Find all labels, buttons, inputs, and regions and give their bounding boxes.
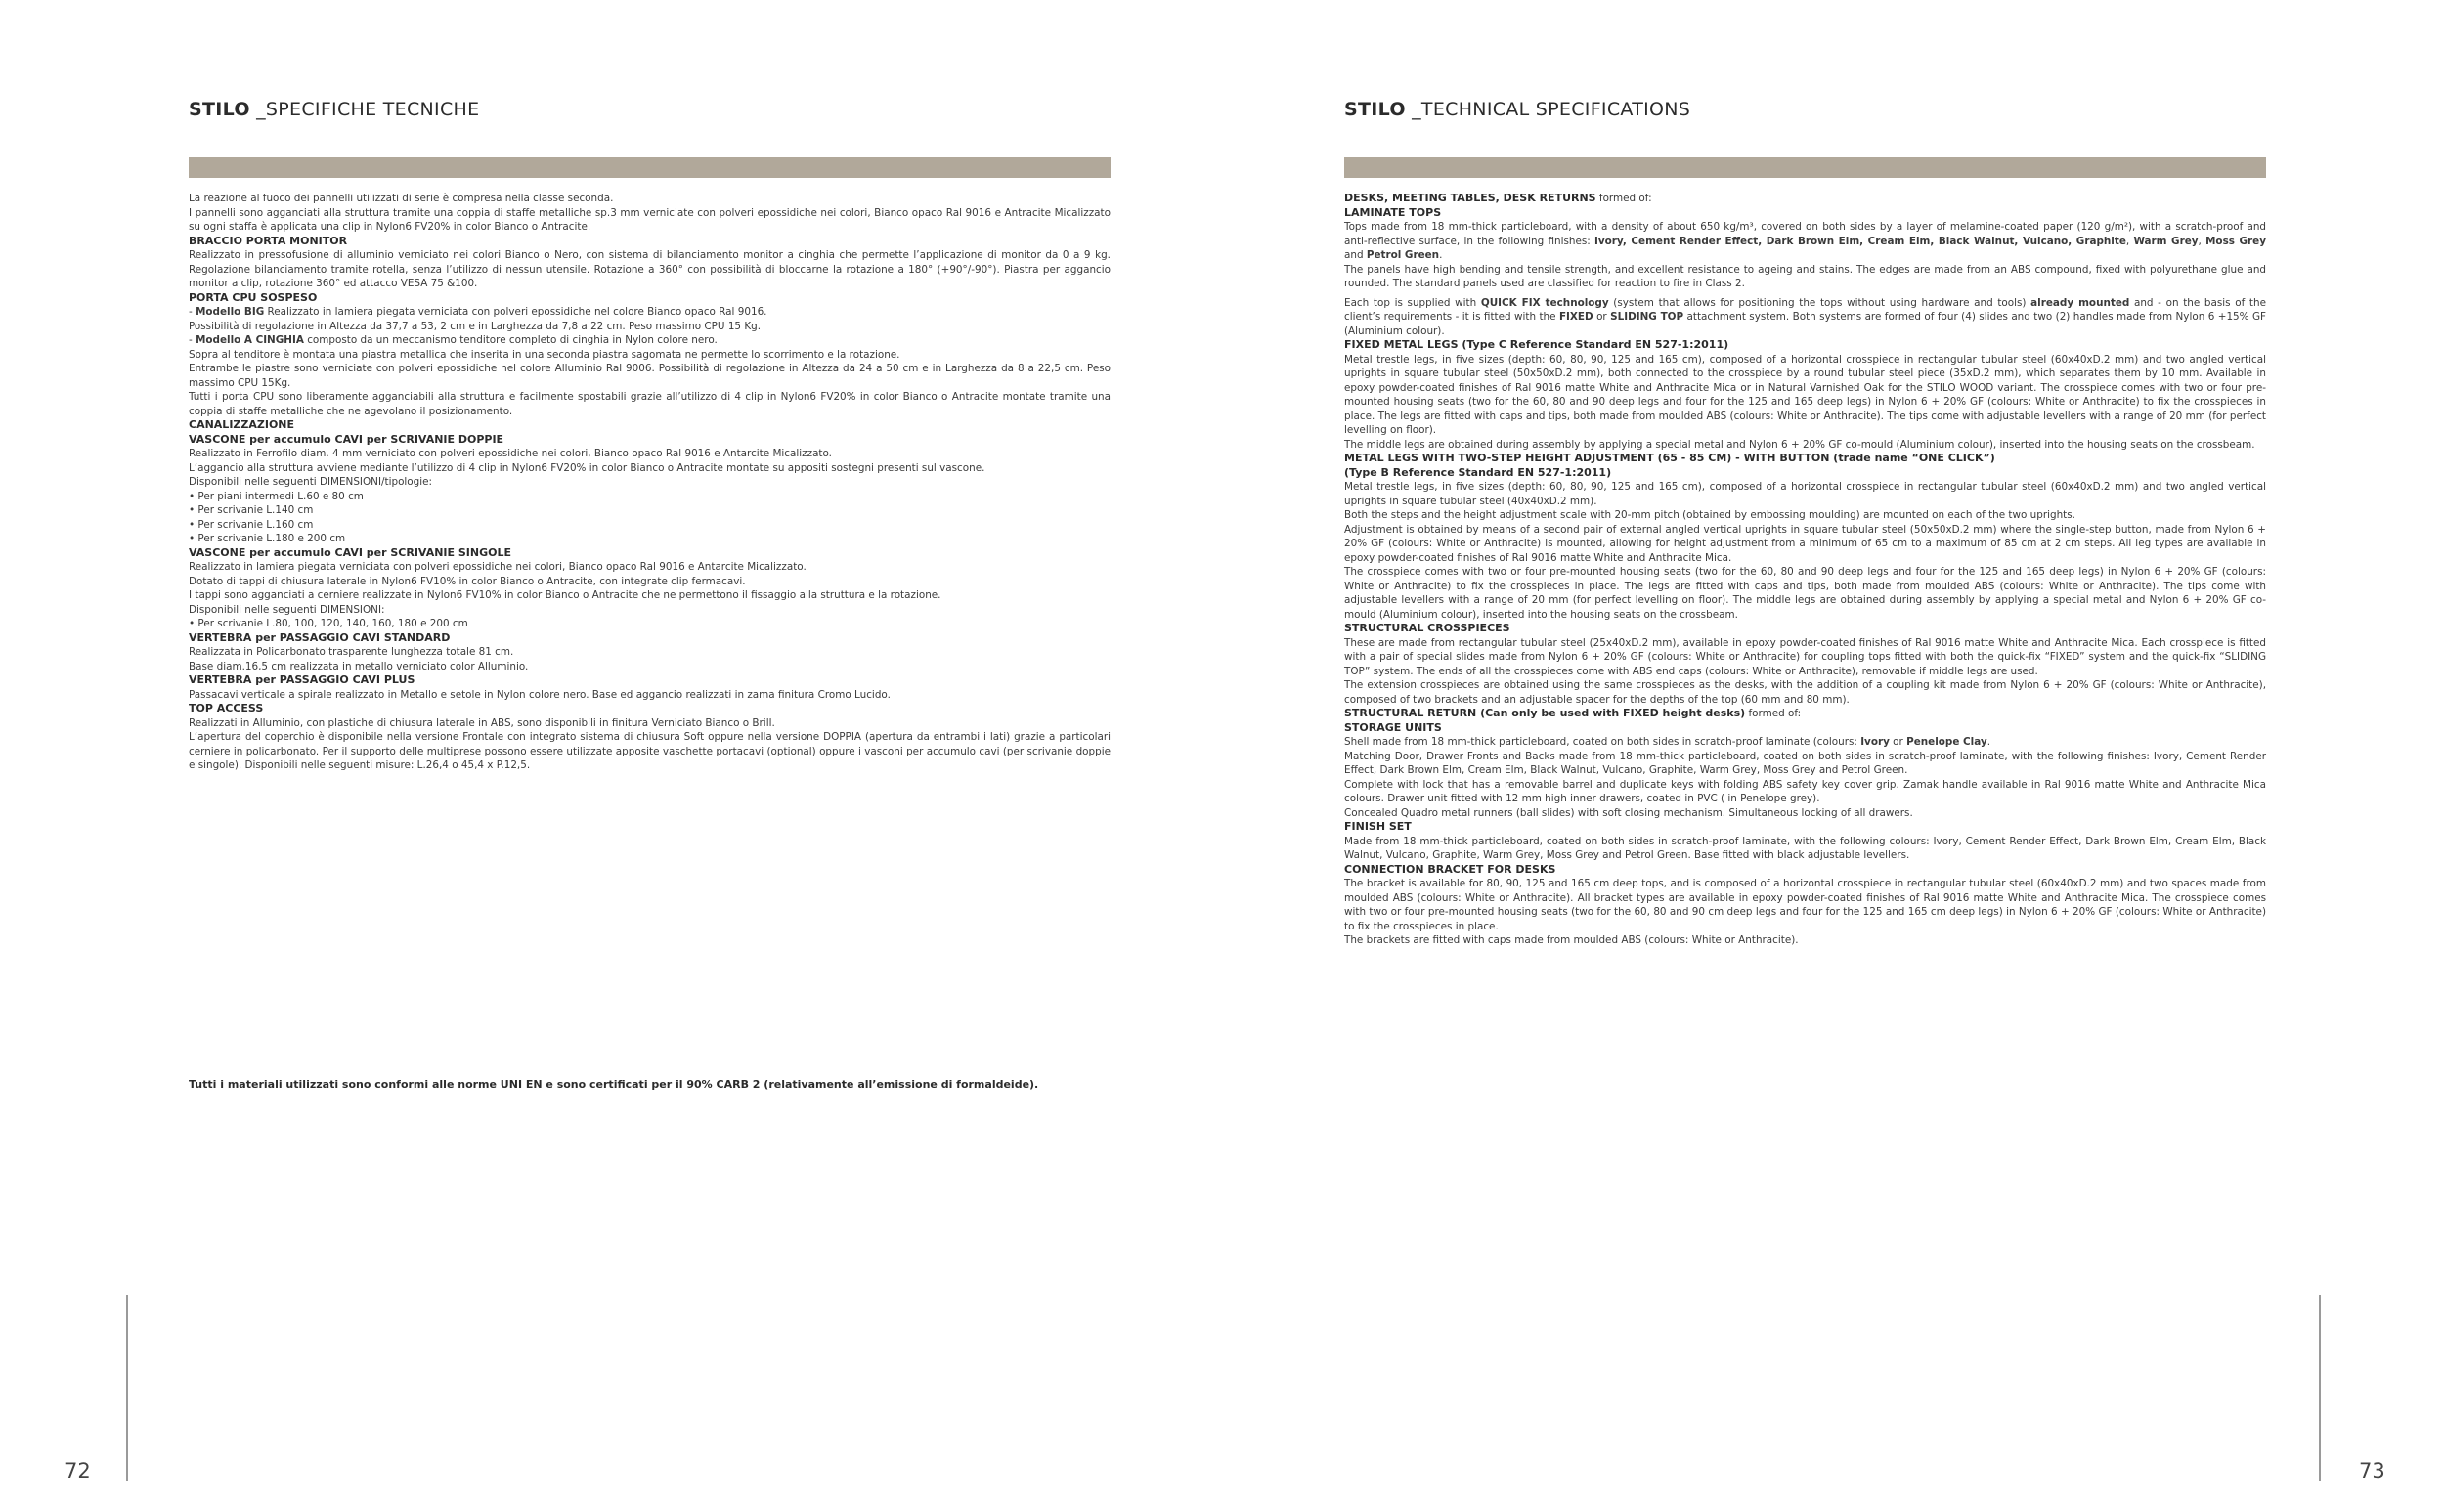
qf-bold: QUICK FIX technology (1480, 296, 1609, 309)
bracket-heading: CONNECTION BRACKET FOR DESKS (1344, 862, 1556, 876)
left-title-text: _SPECIFICHE TECNICHE (249, 99, 480, 120)
separator: or (1889, 736, 1907, 748)
quick-fix-text (1344, 296, 2266, 339)
qf-bold: SLIDING TOP (1610, 311, 1684, 323)
cpu-cinghia-label: Modello A CINGHIA (196, 334, 304, 346)
crosspieces-heading: STRUCTURAL CROSSPIECES (1344, 622, 1510, 634)
vascone-doppie-text: Realizzato in Ferrofilo diam. 4 mm verniciato con polveri epossidiche nei colori, Bianco opaco Ral 9016 e Antarcite Micalizzato. L’aggancio alla struttura avviene mediante l’utilizzo di 4 clip in Nylon6 FV20% in color Bianco o Antracite montate su appositi sostegni presenti sul vascone. Disponibili nelle seguenti DIMENSIONI/tipologie: (189, 448, 985, 488)
cpu-cinghia-text: composto da un meccanismo tenditore completo di cinghia in Nylon colore nero. Sopra al tenditore è montata una piastra metallica che inserita in una seconda piastra sagomata ne permette lo scorrimento e la rotazione. Entrambe le piastre sono verniciate con polveri epossidiche nel colore Alluminio Ral 9006. Possibilità di regolazione in Altezza da 24 a 50 cm e in Larghezza da 8 a 22,5 cm. Peso massimo CPU 15Kg. Tutti i porta CPU sono liberamente agganciabili alla struttura e facilmente spostabili grazie all’utilizzo di 4 clip in Nylon6 FV20% in color Bianco o Antracite montate tramite una coppia di staffe metalliche che ne agevolano il posizionamento. (189, 334, 1111, 417)
vascone-singole-heading: VASCONE per accumulo CAVI per SCRIVANIE SINGOLE (189, 545, 511, 559)
storage-text-a: Shell made from 18 mm-thick particleboard, coated on both sides in scratch-proof laminate (colours: (1344, 736, 1861, 748)
right-content (1344, 192, 2266, 948)
laminate-text-1: Tops made from 18 mm-thick particleboard, with a density of about 650 kg/m³, covered on both sides by a layer of melamine-coated paper (120 g/m²), with a scratch-proof and anti-reflective surface, in the following finishes: (1344, 221, 2266, 247)
list-item: • Per scrivanie L.80, 100, 120, 140, 160, 180 e 200 cm (189, 618, 468, 629)
braccio-text: Realizzato in pressofusione di alluminio verniciato nei colori Bianco o Nero, con sistema di bilanciamento monitor a cinghia che permette l’applicazione di monitor da 0 a 9 kg. Regolazione bilanciamento tramite rotella, senza l’utilizzo di nessun utensile. Rotazione a 360° con possibilità di bloccarne la rotazione a 180° (+90°/-90°). Piastra per aggancio monitor a clip, rotazione 360° ed attacco VESA 75 &100. (189, 249, 1111, 289)
intro-paragraph: La reazione al fuoco dei pannelli utilizzati di serie è compresa nella classe seconda. I pannelli sono agganciati alla struttura tramite una coppia di staffe metalliche sp.3 mm verniciate con polveri epossidiche nei colori, Bianco opaco Ral 9016 e Antracite Micalizzato su ogni staffa è applicata una clip in Nylon6 FV20% in color Bianco o Antracite. (189, 193, 1111, 233)
storage-text-b: . Matching Door, Drawer Fronts and Backs made from 18 mm-thick particleboard, coated on both sides in scratch-proof laminate, with the following finishes: Ivory, Cement Render Effect, Dark Brown Elm, Cream Elm, Black Walnut, Vulcano, Graphite, Warm Grey, Moss Grey and Petrol Green. Complete with lock that has a removable barrel and duplicate keys with folding ABS safety key cover grip. Zamak handle available in Ral 9016 matte White and Anthracite Mica colours. Drawer unit fitted with 12 mm high inner drawers, coated in PVC ( in Penelope grey). Concealed Quadro metal runners (ball slides) with soft closing mechanism. Simultaneous locking of all drawers. (1344, 736, 2266, 819)
braccio-heading: BRACCIO PORTA MONITOR (189, 234, 348, 247)
laminate-heading: LAMINATE TOPS (1344, 205, 1442, 219)
storage-ivory: Ivory (1860, 736, 1890, 748)
separator: and (1344, 249, 1367, 261)
cpu-cinghia: - Modello A CINGHIA composto da un meccanismo tenditore completo di cinghia in Nylon colore nero. Sopra al tenditore è montata una piastra metallica che inserita in una seconda piastra sagomata ne permette lo scorrimento e la rotazione. Entrambe le piastre sono verniciate con polveri epossidiche nel colore Alluminio Ral 9006. Possibilità di regolazione in Altezza da 24 a 50 cm e in Larghezza da 8 a 22,5 cm. Peso massimo CPU 15Kg. Tutti i porta CPU sono liberamente agganciabili alla struttura e facilmente spostabili grazie all’utilizzo di 4 clip in Nylon6 FV20% in color Bianco o Antracite montate tramite una coppia di staffe metalliche che ne agevolano il posizionamento. (189, 334, 1111, 417)
laminate-petrol: Petrol Green (1366, 249, 1440, 261)
qf-text: Each top is supplied with (1344, 296, 1481, 309)
one-click-heading: METAL LEGS WITH TWO-STEP HEIGHT ADJUSTMENT (65 - 85 CM) - WITH BUTTON (trade name “ONE CLICK”) (Type B Reference Standard EN 527-1:2011) (1344, 452, 1995, 479)
storage-heading: STORAGE UNITS (1344, 720, 1442, 734)
fixed-legs-heading: FIXED METAL LEGS (Type C Reference Standard EN 527-1:2011) (1344, 338, 1729, 351)
bracket-text: The bracket is available for 80, 90, 125 and 165 cm deep tops, and is composed of a horizontal crosspiece in rectangular tubular steel (60x40xD.2 mm) and two spaces made from moulded ABS (colours: White or Anthracite). All bracket types are available in epoxy powder-coated finishes of Ral 9016 matte White and Anthracite Mica. The crosspiece comes with two or four pre-mounted housing seats (two for the 60, 80 and 90 cm deep legs and four for the 125 and 165 cm deep legs) in Nylon 6 + 20% GF (colours: White or Anthracite) to fix the crosspieces in place. The brackets are fitted with caps made from moulded ABS (colours: White or Anthracite). (1344, 878, 2266, 946)
qf-bold: FIXED (1558, 311, 1593, 323)
desks-line (1344, 192, 2266, 206)
storage-penelope: Penelope Clay (1906, 736, 1987, 748)
list-item: • Per scrivanie L.180 e 200 cm (189, 533, 346, 544)
right-page-title (1344, 99, 1690, 120)
top-access-heading: TOP ACCESS (189, 702, 264, 714)
left-content (189, 192, 1111, 773)
left-divider-line (126, 1295, 128, 1481)
page-number-right: 73 (2359, 1459, 2385, 1483)
qf-text: attachment system. Both systems are formed of four (4) slides and two (2) handles made from Nylon 6 +15% GF (Aluminium colour). (1344, 311, 2266, 337)
left-title-brand: STILO (189, 99, 250, 120)
qf-text: and - on the basis of the client’s requirements - it is fitted with the (1344, 296, 2266, 323)
vascone-singole-text: Realizzato in lamiera piegata verniciata con polveri epossidiche nei colori, Bianco opaco Ral 9016 e Antarcite Micalizzato. Dotato di tappi di chiusura laterale in Nylon6 FV10% in color Bianco o Antracite, con integrate clip fermacavi. I tappi sono agganciati a cerniere realizzate in Nylon6 FV10% in color Bianco o Antracite che ne permettono il fissaggio alla struttura e la rotazione. Disponibili nelle seguenti DIMENSIONI: (189, 561, 941, 616)
footnote: Tutti i materiali utilizzati sono conformi alle norme UNI EN e sono certificati per il 90% CARB 2 (relativamente all’emissione di formaldeide). (189, 1078, 1039, 1091)
laminate-text (1344, 220, 2266, 263)
cpu-big: - Modello BIG Realizzato in lamiera piegata verniciata con polveri epossidiche nel colore Bianco opaco Ral 9016. Possibilità di regolazione in Altezza da 37,7 a 53, 2 cm e in Larghezza da 7,8 a 22 cm. Peso massimo CPU 15 Kg. (189, 306, 767, 332)
list-item: • Per scrivanie L.160 cm (189, 518, 314, 531)
cpu-heading: PORTA CPU SOSPESO (189, 290, 318, 304)
finish-set-heading: FINISH SET (1344, 820, 1412, 833)
separator: , (2198, 235, 2206, 247)
laminate-finishes: Ivory, Cement Render Effect, Dark Brown Elm, Cream Elm, Black Walnut, Vulcano, Graphite (1594, 235, 2126, 247)
page-number-left: 72 (65, 1459, 91, 1483)
storage-text (1344, 735, 2266, 820)
fixed-legs-text: Metal trestle legs, in five sizes (depth: 60, 80, 90, 125 and 165 cm), composed of a horizontal crosspiece in rectangular tubular steel (60x40xD.2 mm) and two angled vertical uprights in square tubular steel (50x50xD.2 mm), both connected to the crosspiece by a round tubular steel piece (35xD.2 mm), which separates them by 10 mm. Available in epoxy powder-coated finishes of Ral 9016 matte White and Anthracite Mica or in Natural Varnished Oak for the STILO WOOD variant. The crosspiece comes with two or four pre-mounted housing seats (two for the 60, 80 and 90 deep legs and four for the 125 and 165 deep legs) in Nylon 6 + 20% GF (colours: White or Anthracite) to fix the crosspieces in place. The legs are fitted with caps and tips, both made from moulded ABS (colours: White or Anthracite). The tips come with adjustable levellers with a range of 20 mm (for perfect levelling on floor). The middle legs are obtained during assembly by applying a special metal and Nylon 6 + 20% GF co-mould (Aluminium colour), inserted into the housing seats on the crossbeam. (1344, 353, 2266, 451)
cpu-big-text: Realizzato in lamiera piegata verniciata con polveri epossidiche nel colore Bianco opaco Ral 9016. Possibilità di regolazione in Altezza da 37,7 a 53, 2 cm e in Larghezza da 7,8 a 22 cm. Peso massimo CPU 15 Kg. (189, 306, 767, 332)
crosspieces-text: These are made from rectangular tubular steel (25x40xD.2 mm), available in epoxy powder-coated finishes of Ral 9016 matte White and Anthracite Mica. Each crosspiece is fitted with a pair of special slides made from Nylon 6 + 20% GF (colours: White or Anthracite) for coupling tops fitted with both the quick-fix “FIXED” system and the quick-fix “SLIDING TOP” system. The ends of all the crosspieces come with ABS end caps (colours: White or Anthracite), removable if middle legs are used. The extension crosspieces are obtained using the same crosspieces as the desks, with the addition of a coupling kit made from Nylon 6 + 20% GF (colours: White or Anthracite), composed of two brackets and an adjustable spacer for the depths of the top (60 mm and 80 mm). (1344, 636, 2266, 706)
separator: , (2125, 235, 2134, 247)
one-click-text: Metal trestle legs, in five sizes (depth: 60, 80, 90, 125 and 165 cm), composed of a horizontal crosspiece in rectangular tubular steel (60x40xD.2 mm) and two angled vertical uprights in square tubular steel (40x40xD.2 mm). Both the steps and the height adjustment scale with 20-mm pitch (obtained by embossing moulding) are mounted on each of the two uprights. Adjustment is obtained by means of a second pair of external angled vertical uprights in square tubular steel (50x50xD.2 mm) where the single-step button, made from Nylon 6 + 20% GF (colours: White or Anthracite) is mounted, allowing for height adjustment from a minimum of 65 cm to a maximum of 85 cm at 2 cm steps. All leg types are available in epoxy powder-coated finishes of Ral 9016 matte White and Anthracite Mica. The crosspiece comes with two or four pre-mounted housing seats (two for the 60, 80 and 90 deep legs and four for the 125 and 165 deep legs) in Nylon 6 + 20% GF (colours: White or Anthracite) to fix the crosspieces in place. The legs are fitted with caps and tips, both made from moulded ABS (colours: White or Anthracite). The tips come with adjustable levellers with a range of 20 mm (for perfect levelling on floor). The middle legs are obtained during assembly by applying a special metal and Nylon 6 + 20% GF co-mould (Aluminium colour), inserted into the housing seats on the crossbeam. (1344, 481, 2266, 621)
return-line (1344, 707, 2266, 721)
list-item: • Per piani intermedi L.60 e 80 cm (189, 490, 364, 502)
qf-text: or (1593, 311, 1611, 323)
vertebra-standard-heading: VERTEBRA per PASSAGGIO CAVI STANDARD (189, 630, 451, 644)
vascone-doppie-heading: VASCONE per accumulo CAVI per SCRIVANIE DOPPIE (189, 432, 504, 446)
qf-text: (system that allows for positioning the tops without using hardware and tools) (1608, 296, 2031, 309)
qf-bold: already mounted (2030, 296, 2130, 309)
return-heading: STRUCTURAL RETURN (Can only be used with FIXED height desks) (1344, 707, 1746, 719)
finish-set-text: Made from 18 mm-thick particleboard, coated on both sides in scratch-proof laminate, with the following colours: Ivory, Cement Render Effect, Dark Brown Elm, Cream Elm, Black Walnut, Vulcano, Graphite, Warm Grey, Moss Grey and Petrol Green. Base fitted with black adjustable levellers. (1344, 835, 2266, 861)
vertebra-plus-text: Passacavi verticale a spirale realizzato in Metallo e setole in Nylon colore nero. Base ed aggancio realizzati in zama finitura Cromo Lucido. (189, 688, 891, 701)
left-title-bar (189, 157, 1111, 178)
separator: . (1439, 249, 1443, 261)
right-title-bar (1344, 157, 2266, 178)
laminate-moss: Moss Grey (2205, 235, 2266, 247)
desks-heading: DESKS, MEETING TABLES, DESK RETURNS (1344, 192, 1596, 204)
list-item: • Per scrivanie L.140 cm (189, 504, 314, 516)
cpu-big-label: Modello BIG (196, 306, 265, 318)
vertebra-standard-text: Realizzata in Policarbonato trasparente lunghezza totale 81 cm. Base diam.16,5 cm realizzata in metallo verniciato color Alluminio. (189, 646, 529, 672)
right-divider-line (2319, 1295, 2321, 1481)
right-title-brand: STILO (1344, 99, 1406, 120)
desks-formed: formed of: (1595, 193, 1652, 204)
top-access-text: Realizzati in Alluminio, con plastiche di chiusura laterale in ABS, sono disponibili in finitura Verniciato Bianco o Brill. L’apertura del coperchio è disponibile nella versione Frontale con integrato sistema di chiusura Soft oppure nella versione DOPPIA (apertura da entrambi i lati) grazie a particolari cerniere in policarbonato. Per il supporto delle multiprese possono essere utilizzate apposite vaschette portacavi (optional) oppure i vasconi per accumulo cavi (per scrivanie doppie e singole). Disponibili nelle seguenti misure: L.26,4 o 45,4 x P.12,5. (189, 716, 1111, 771)
return-formed: formed of: (1745, 708, 1802, 719)
vertebra-plus-heading: VERTEBRA per PASSAGGIO CAVI PLUS (189, 673, 415, 686)
laminate-text-2: The panels have high bending and tensile strength, and excellent resistance to ageing and stains. The edges are made from an ABS compound, fixed with polyurethane glue and rounded. The standard panels used are classified for reaction to fire in Class 2. (1344, 263, 2266, 289)
right-title-text: _TECHNICAL SPECIFICATIONS (1405, 99, 1691, 120)
laminate-warm: Warm Grey (2133, 235, 2199, 247)
canalizzazione-heading: CANALIZZAZIONE (189, 418, 295, 431)
left-page-title (189, 99, 479, 120)
